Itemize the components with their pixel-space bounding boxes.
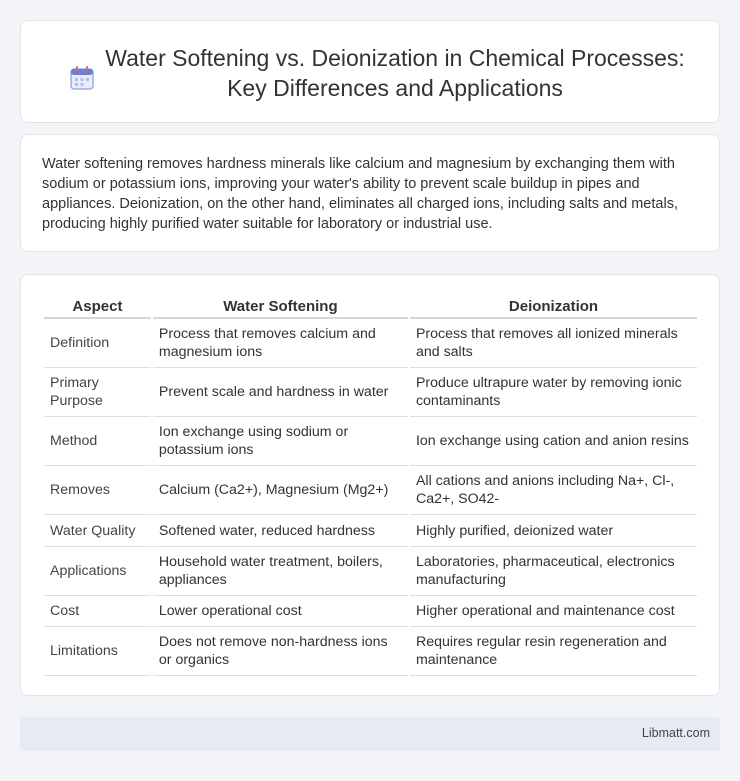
table-row	[44, 417, 697, 466]
table-header-row	[44, 295, 697, 319]
footer-site-link[interactable]: Libmatt.com	[641, 726, 710, 740]
deionization-cell: Ion exchange using cation and anion resins	[410, 417, 697, 466]
aspect-cell: Limitations	[44, 627, 151, 676]
comparison-card	[20, 274, 720, 696]
header-water-softening: Water Softening	[153, 295, 408, 319]
aspect-cell: Primary Purpose	[44, 368, 151, 417]
page-title: Water Softening vs. Deionization in Chemical Processes: Key Differences and Applications	[105, 45, 685, 101]
deionization-cell: Laboratories, pharmaceutical, electronics manufacturing	[410, 547, 697, 596]
table-row	[44, 368, 697, 417]
header-deionization: Deionization	[410, 295, 697, 319]
title-card	[20, 20, 720, 123]
aspect-cell: Water Quality	[44, 515, 151, 547]
softening-cell: Process that removes calcium and magnesium ions	[153, 319, 408, 368]
footer	[20, 717, 720, 751]
table-row	[44, 515, 697, 547]
aspect-cell: Definition	[44, 319, 151, 368]
aspect-cell: Removes	[44, 466, 151, 515]
softening-cell: Household water treatment, boilers, appliances	[153, 547, 408, 596]
softening-cell: Softened water, reduced hardness	[153, 515, 408, 547]
deionization-cell: Highly purified, deionized water	[410, 515, 697, 547]
aspect-cell: Applications	[44, 547, 151, 596]
header-aspect: Aspect	[44, 295, 151, 319]
softening-cell: Does not remove non-hardness ions or organics	[153, 627, 408, 676]
deionization-cell: Higher operational and maintenance cost	[410, 596, 697, 627]
intro-card	[20, 134, 720, 252]
deionization-cell: Requires regular resin regeneration and maintenance	[410, 627, 697, 676]
table-row	[44, 466, 697, 515]
aspect-cell: Method	[44, 417, 151, 466]
table-row	[44, 547, 697, 596]
comparison-table	[42, 295, 699, 676]
table-row	[44, 596, 697, 627]
softening-cell: Prevent scale and hardness in water	[153, 368, 408, 417]
deionization-cell: All cations and anions including Na+, Cl-, Ca2+, SO42-	[410, 466, 697, 515]
intro-paragraph: Water softening removes hardness minerals like calcium and magnesium by exchanging them with sodium or potassium ions, improving your water's ability to prevent scale buildup in pipes and appliances. Deionization, on the other hand, eliminates all charged ions, including salts and metals, producing highly purified water suitable for laboratory or industrial use.	[42, 156, 678, 232]
table-row	[44, 627, 697, 676]
softening-cell: Ion exchange using sodium or potassium ions	[153, 417, 408, 466]
aspect-cell: Cost	[44, 596, 151, 627]
deionization-cell: Produce ultrapure water by removing ionic contaminants	[410, 368, 697, 417]
softening-cell: Calcium (Ca2+), Magnesium (Mg2+)	[153, 466, 408, 515]
softening-cell: Lower operational cost	[153, 596, 408, 627]
deionization-cell: Process that removes all ionized minerals and salts	[410, 319, 697, 368]
table-row	[44, 319, 697, 368]
